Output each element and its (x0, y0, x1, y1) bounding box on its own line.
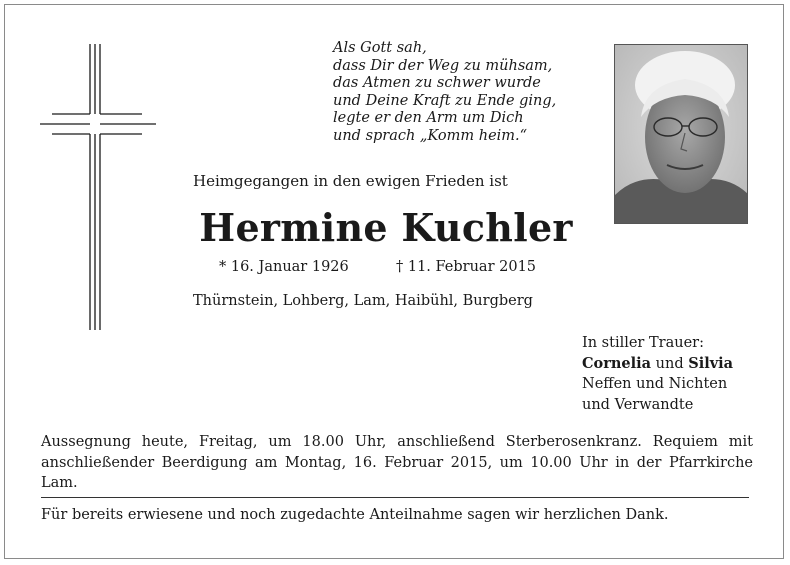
mourner-conjunction: und (651, 355, 689, 372)
portrait-photo (614, 44, 748, 224)
mourner-name: Silvia (688, 354, 734, 372)
poem-line: Als Gott sah, (333, 40, 427, 56)
mourner-name: Cornelia (582, 354, 652, 372)
divider (41, 497, 749, 498)
thanks-text: Für bereits erwiesene und noch zugedachte Anteilnahme sagen wir herzlichen Dank. (41, 507, 669, 523)
poem-line: legte er den Arm um Dich (333, 110, 524, 127)
mourners-names (582, 354, 733, 375)
poem-line: das Atmen zu schwer wurde (333, 75, 541, 92)
birth-date: * 16. Januar 1926 (219, 259, 349, 275)
poem-line: dass Dir der Weg zu mühsam, (333, 57, 553, 74)
places-list: Thürnstein, Lohberg, Lam, Haibühl, Burgberg (193, 293, 533, 309)
mourners-line: und Verwandte (582, 396, 694, 413)
intro-text: Heimgegangen in den ewigen Frieden ist (193, 172, 508, 190)
poem-line: und sprach „Komm heim.“ (333, 127, 528, 144)
mourners-line: Neffen und Nichten (582, 376, 728, 392)
deceased-name: Hermine Kuchler (199, 205, 573, 250)
death-date: † 11. Februar 2015 (396, 259, 537, 275)
cross-icon (38, 44, 160, 330)
poem-line: und Deine Kraft zu Ende ging, (333, 92, 557, 109)
mourners-heading: In stiller Trauer: (582, 335, 704, 351)
mourners-block (582, 333, 733, 415)
poem (333, 40, 603, 146)
service-info: Aussegnung heute, Freitag, um 18.00 Uhr, anschließend Sterberosenkranz. Requiem mit anschließender Beerdigung am Montag, 16. Februar 2015, um 10.00 Uhr in der Pfarrkirche Lam. (41, 434, 753, 491)
